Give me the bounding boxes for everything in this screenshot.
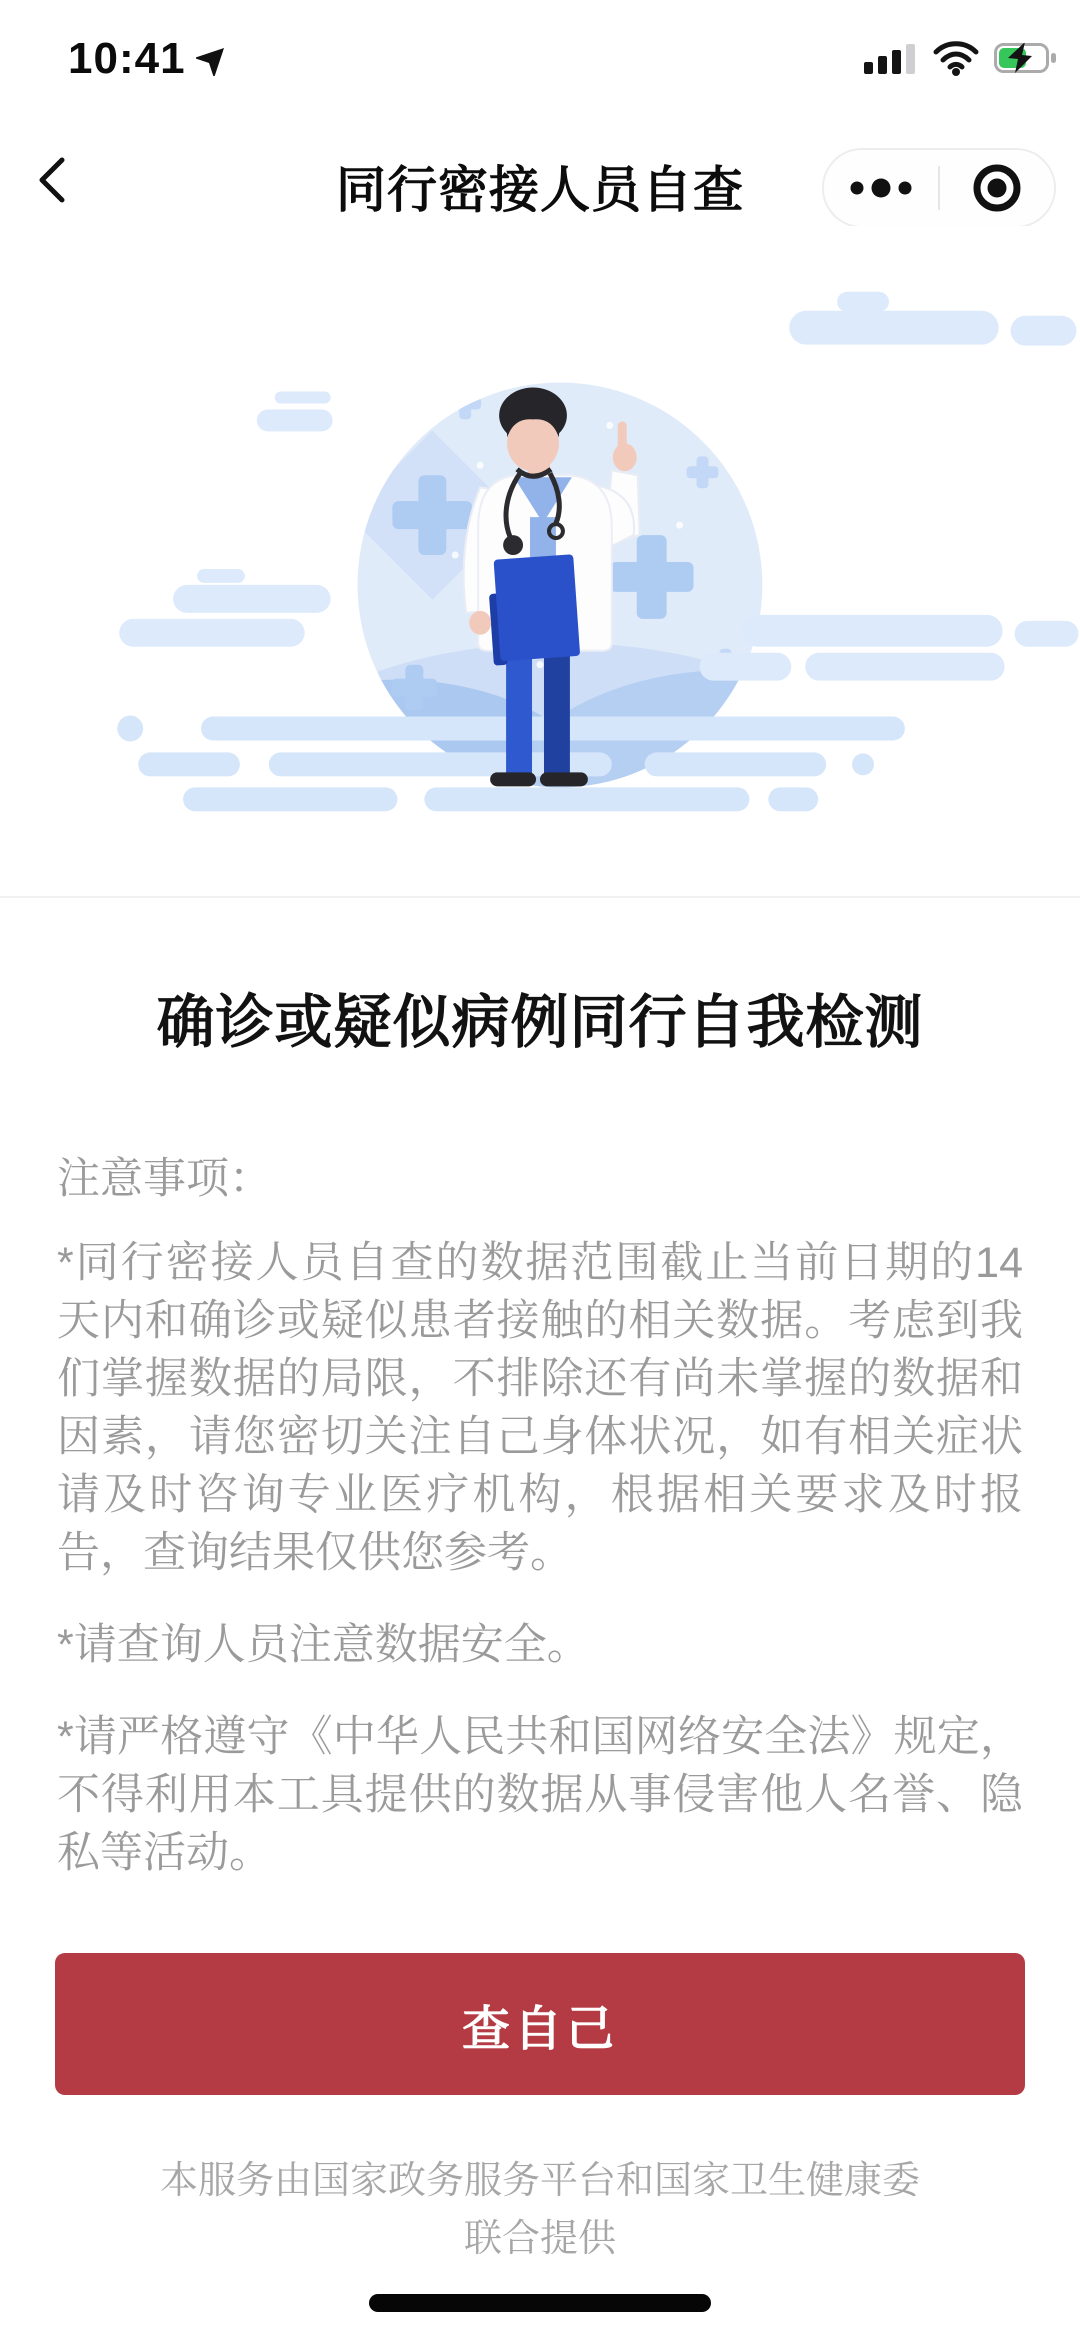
wifi-icon bbox=[932, 40, 980, 76]
status-bar-icons bbox=[864, 40, 1058, 76]
check-self-button[interactable]: 查自己 bbox=[55, 1953, 1025, 2095]
target-icon bbox=[971, 162, 1023, 214]
exit-button[interactable] bbox=[940, 150, 1054, 226]
nav-title: 同行密接人员自查 bbox=[336, 162, 744, 218]
footer-line-2: 联合提供 bbox=[463, 2218, 616, 2260]
signal-bars-icon bbox=[864, 41, 918, 75]
page-title: 确诊或疑似病例同行自我检测 bbox=[156, 990, 924, 1055]
time-text: 10:41 bbox=[68, 34, 186, 83]
footer-line-1: 本服务由国家政务服务平台和国家卫生健康委 bbox=[159, 2160, 920, 2202]
doctor-illustration-icon bbox=[0, 226, 1080, 896]
chevron-left-icon bbox=[34, 154, 70, 206]
footer-text bbox=[57, 2152, 1023, 2268]
location-arrow-icon bbox=[196, 42, 230, 76]
more-button[interactable] bbox=[824, 150, 938, 226]
notice-heading: 注意事项： bbox=[57, 1155, 272, 1203]
battery-charging-icon bbox=[994, 43, 1058, 73]
notice-paragraph: *同行密接人员自查的数据范围截止当前日期的14天内和确诊或疑似患者接触的相关数据。考虑到我们掌握数据的局限，不排除还有尚未掌握的数据和因素，请您密切关注自己身体状况，如有相关症状请及时咨询专业医疗机构，根据相关要求及时报告，查询结果仅供您参考。 bbox=[57, 1239, 1023, 1577]
status-bar-time bbox=[68, 34, 230, 84]
notice-section bbox=[57, 1150, 1023, 1916]
notice-paragraph: *请查询人员注意数据安全。 bbox=[57, 1621, 590, 1669]
notice-paragraph: *请严格遵守《中华人民共和国网络安全法》规定，不得利用本工具提供的数据从事侵害他人名誉、隐私等活动。 bbox=[57, 1713, 1023, 1877]
hero-illustration bbox=[0, 226, 1080, 898]
back-button[interactable] bbox=[34, 148, 94, 212]
nav-bar bbox=[0, 140, 1080, 226]
more-dots-icon bbox=[848, 176, 914, 200]
home-indicator[interactable] bbox=[369, 2294, 711, 2312]
mini-program-capsule bbox=[822, 148, 1056, 228]
